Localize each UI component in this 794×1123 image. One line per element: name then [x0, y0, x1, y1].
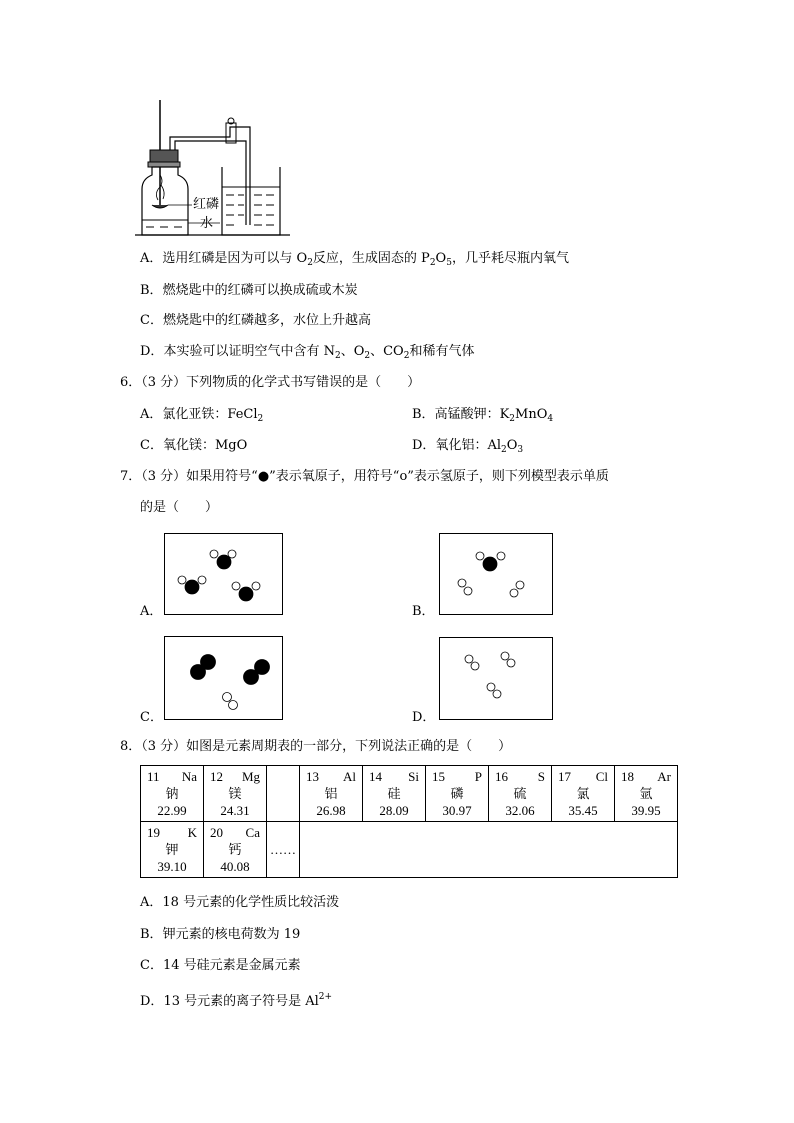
q5-option-d: D．本实验可以证明空气中含有 $N_2$、$O_2$、$CO_2$和稀有气体	[140, 344, 475, 361]
q7-label-c: C．	[140, 710, 163, 725]
q8-option-c: C．14 号硅元素是金属元素	[140, 958, 301, 973]
q8-option-d: D．13 号元素的离子符号是 $Al^{2+}$	[140, 992, 333, 1009]
label-red-phosphorus: 红磷	[193, 197, 220, 212]
q5-option-b: B．燃烧匙中的红磷可以换成硫或木炭	[140, 283, 358, 298]
element-cell-ca: 20 Ca 钙 40.08	[204, 822, 267, 878]
element-cell-na: 11 Na 钠 22.99	[141, 766, 204, 822]
q7-label-b: B．	[412, 604, 435, 619]
q5-option-c: C．燃烧匙中的红磷越多，水位上升越高	[140, 313, 371, 328]
ellipsis-cell: ……	[267, 822, 300, 878]
element-cell-k: 19 K 钾 39.10	[141, 822, 204, 878]
element-cell-al: 13 Al 铝 26.98	[300, 766, 363, 822]
element-cell-mg: 12 Mg 镁 24.31	[204, 766, 267, 822]
q7-model-a	[164, 533, 283, 615]
q6-option-c: C．氧化镁：MgO	[140, 438, 248, 453]
element-cell-ar: 18 Ar 氩 39.95	[615, 766, 678, 822]
q5-option-a: A．选用红磷是因为可以与 $O_2$反应，生成固态的 $P_2O_5$，几乎耗尽瓶内氧气	[140, 251, 569, 268]
q6-option-d: D．氧化铝：$Al_2O_3$	[412, 438, 524, 455]
apparatus-diagram	[130, 95, 310, 240]
q8-option-a: A．18 号元素的化学性质比较活泼	[140, 895, 340, 910]
q8-stem: 8．（3 分）如图是元素周期表的一部分，下列说法正确的是（ ）	[120, 739, 512, 754]
q7-model-b	[439, 533, 553, 615]
q7-label-d: D．	[412, 710, 436, 725]
q8-option-b: B．钾元素的核电荷数为 19	[140, 927, 301, 942]
q7-stem-line2: 的是（ ）	[140, 500, 219, 515]
element-cell-si: 14 Si 硅 28.09	[363, 766, 426, 822]
element-cell-cl: 17 Cl 氯 35.45	[552, 766, 615, 822]
element-cell-gap	[267, 766, 300, 822]
empty-cell	[300, 822, 678, 878]
q6-stem: 6．（3 分）下列物质的化学式书写错误的是（ ）	[120, 375, 421, 390]
element-cell-s: 16 S 硫 32.06	[489, 766, 552, 822]
q6-option-b: B．高锰酸钾：$K_2MnO_4$	[412, 407, 554, 424]
element-cell-p: 15 P 磷 30.97	[426, 766, 489, 822]
q7-model-c	[164, 636, 283, 720]
q7-model-d	[439, 637, 553, 720]
label-water: 水	[200, 216, 214, 231]
q6-option-a: A．氯化亚铁：FeCl$_2$	[140, 407, 264, 424]
periodic-table	[140, 765, 678, 878]
q7-stem-line1: 7．（3 分）如果用符号“●”表示氧原子，用符号“o”表示氢原子，则下列模型表示单质	[120, 469, 609, 484]
q7-label-a: A．	[140, 604, 163, 619]
